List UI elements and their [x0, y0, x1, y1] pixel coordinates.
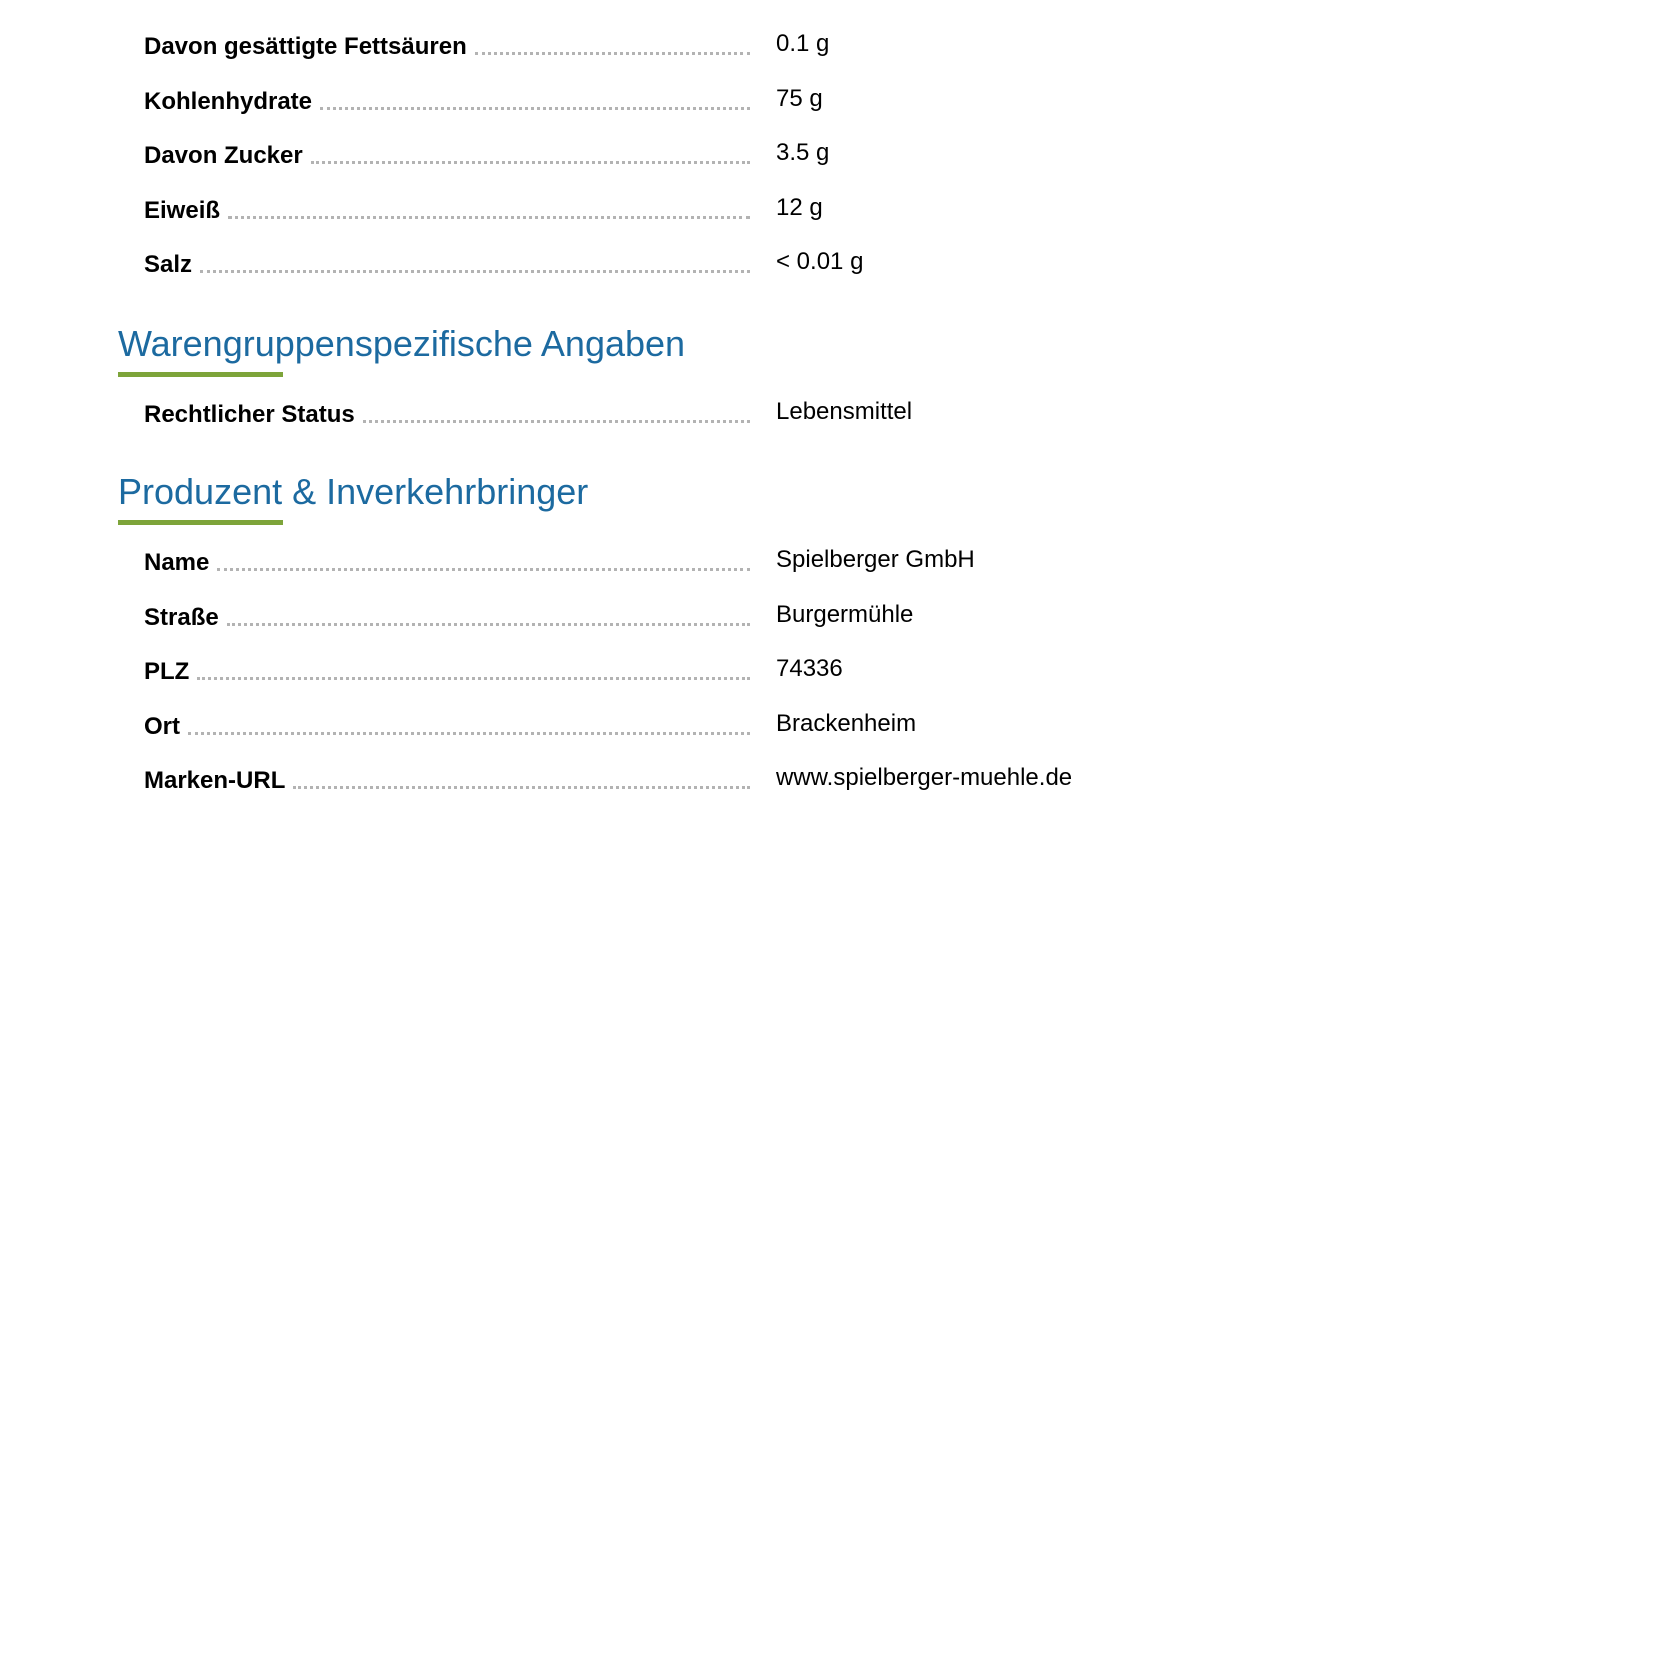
producer-row-city: [144, 702, 1144, 757]
row-value: Spielberger GmbH: [776, 546, 975, 573]
row-label: Marken-URL: [144, 767, 286, 794]
section-underline: [118, 520, 283, 525]
row-label: PLZ: [144, 658, 190, 685]
dotted-leader: [188, 732, 750, 735]
producer-row-postal-code: [144, 647, 1144, 702]
dotted-leader: [197, 677, 750, 680]
producer-row-name: [144, 538, 1144, 593]
dotted-leader: [363, 420, 750, 423]
row-value: Burgermühle: [776, 600, 914, 628]
row-label: Eiweiß: [144, 196, 221, 224]
row-label: Straße: [144, 603, 219, 631]
row-label: Name: [144, 549, 210, 576]
dotted-leader: [311, 161, 750, 164]
row-value: < 0.01 g: [776, 248, 864, 275]
row-label: Davon Zucker: [144, 142, 303, 169]
row-value: Lebensmittel: [776, 398, 913, 425]
dotted-leader: [217, 568, 750, 571]
dotted-leader: [320, 107, 750, 110]
nutrition-row-sugar: [144, 131, 1144, 186]
product-group-table: [144, 390, 1144, 445]
row-value: 75 g: [776, 84, 823, 112]
producer-row-street: [144, 593, 1144, 648]
section-underline: [118, 372, 283, 377]
nutrition-table: [144, 22, 1144, 295]
row-value: 3.5 g: [776, 139, 830, 166]
product-group-row-legal-status: [144, 390, 1144, 445]
row-value: Brackenheim: [776, 709, 917, 737]
row-value: 12 g: [776, 193, 823, 221]
row-label: Ort: [144, 712, 180, 740]
nutrition-row-carbohydrates: [144, 77, 1144, 132]
row-label: Salz: [144, 251, 193, 278]
row-label: Rechtlicher Status: [144, 401, 355, 428]
section-heading-producer: Produzent & Inverkehrbringer: [118, 471, 589, 512]
row-value: 0.1 g: [776, 30, 830, 57]
brand-url-link[interactable]: www.spielberger-muehle.de: [776, 764, 1073, 791]
producer-row-brand-url: [144, 756, 1144, 811]
dotted-leader: [227, 623, 750, 626]
nutrition-row-salt: [144, 240, 1144, 295]
section-heading-product-group: Warengruppenspezifische Angaben: [118, 323, 686, 364]
nutrition-row-protein: [144, 186, 1144, 241]
dotted-leader: [293, 786, 750, 789]
producer-table: [144, 538, 1144, 811]
dotted-leader: [475, 52, 750, 55]
row-value: 74336: [776, 655, 843, 682]
dotted-leader: [200, 270, 750, 273]
row-label: Kohlenhydrate: [144, 87, 313, 115]
nutrition-row-saturated-fat: [144, 22, 1144, 77]
row-label: Davon gesättigte Fettsäuren: [144, 33, 467, 60]
dotted-leader: [228, 216, 750, 219]
